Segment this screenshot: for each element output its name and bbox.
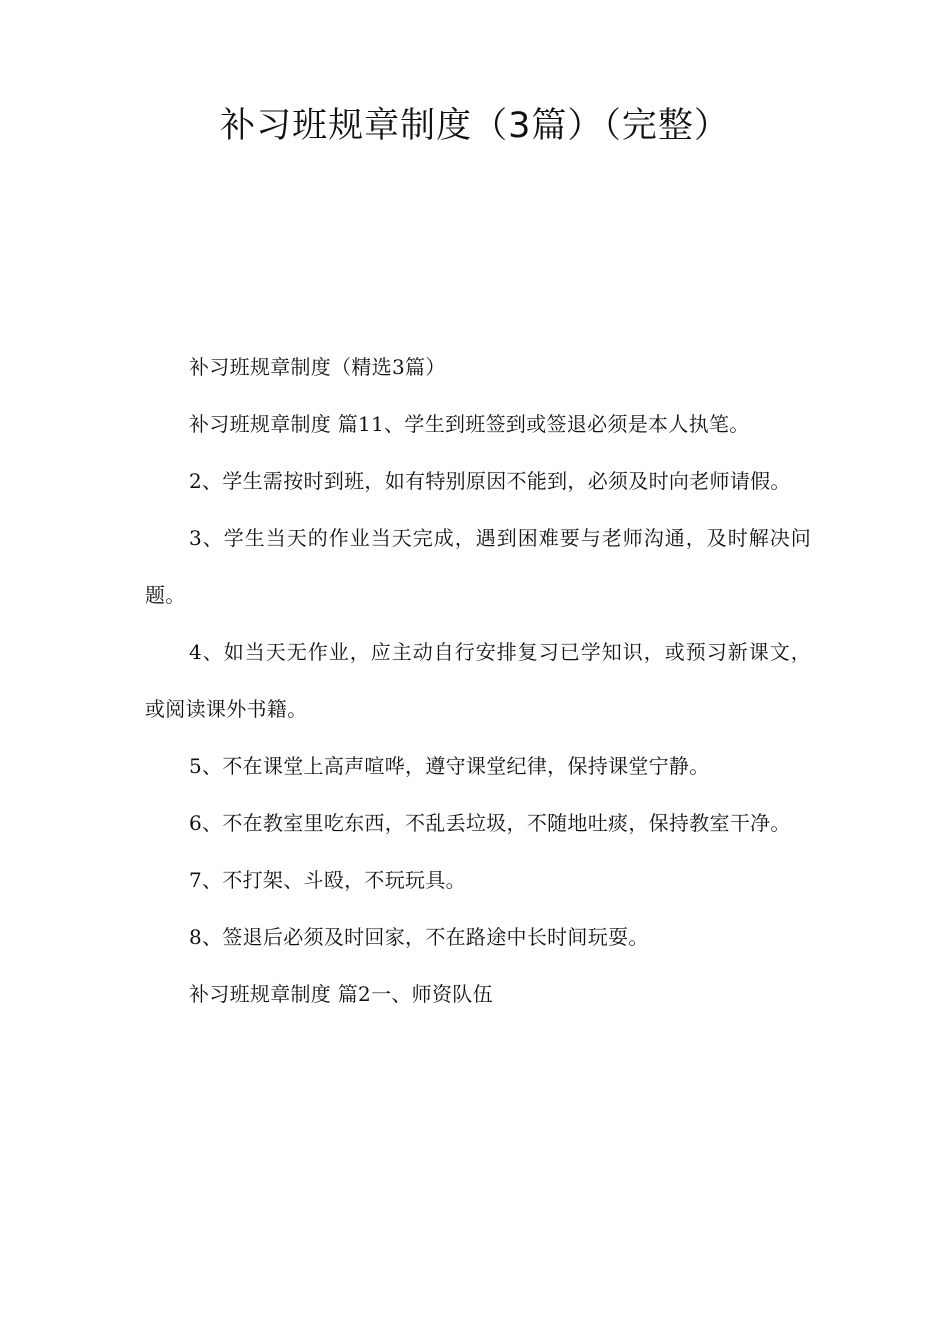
paragraph-rule-8: 8、签退后必须及时回家，不在路途中长时间玩耍。	[189, 925, 649, 949]
paragraph-rule-6: 6、不在教室里吃东西，不乱丢垃圾，不随地吐痰，保持教室干净。	[189, 811, 791, 835]
document-title: 补习班规章制度（3篇）（完整）	[220, 106, 730, 146]
paragraph-section-2: 补习班规章制度 篇2一、师资队伍	[189, 982, 493, 1006]
document-body	[145, 339, 811, 1023]
paragraph-rule-3: 3、学生当天的作业当天完成，遇到困难要与老师沟通，及时解决问题。	[145, 526, 811, 607]
paragraph-rule-5: 5、不在课堂上高声喧哗，遵守课堂纪律，保持课堂宁静。	[189, 754, 710, 778]
paragraph-rule-7: 7、不打架、斗殴，不玩玩具。	[189, 868, 466, 892]
paragraph-heading: 补习班规章制度（精选3篇）	[189, 355, 446, 379]
paragraph-rule-1: 补习班规章制度 篇11、学生到班签到或签退必须是本人执笔。	[189, 412, 750, 436]
paragraph-rule-4: 4、如当天无作业，应主动自行安排复习已学知识，或预习新课文，或阅读课外书籍。	[145, 640, 811, 721]
paragraph-rule-2: 2、学生需按时到班，如有特别原因不能到，必须及时向老师请假。	[189, 469, 791, 493]
